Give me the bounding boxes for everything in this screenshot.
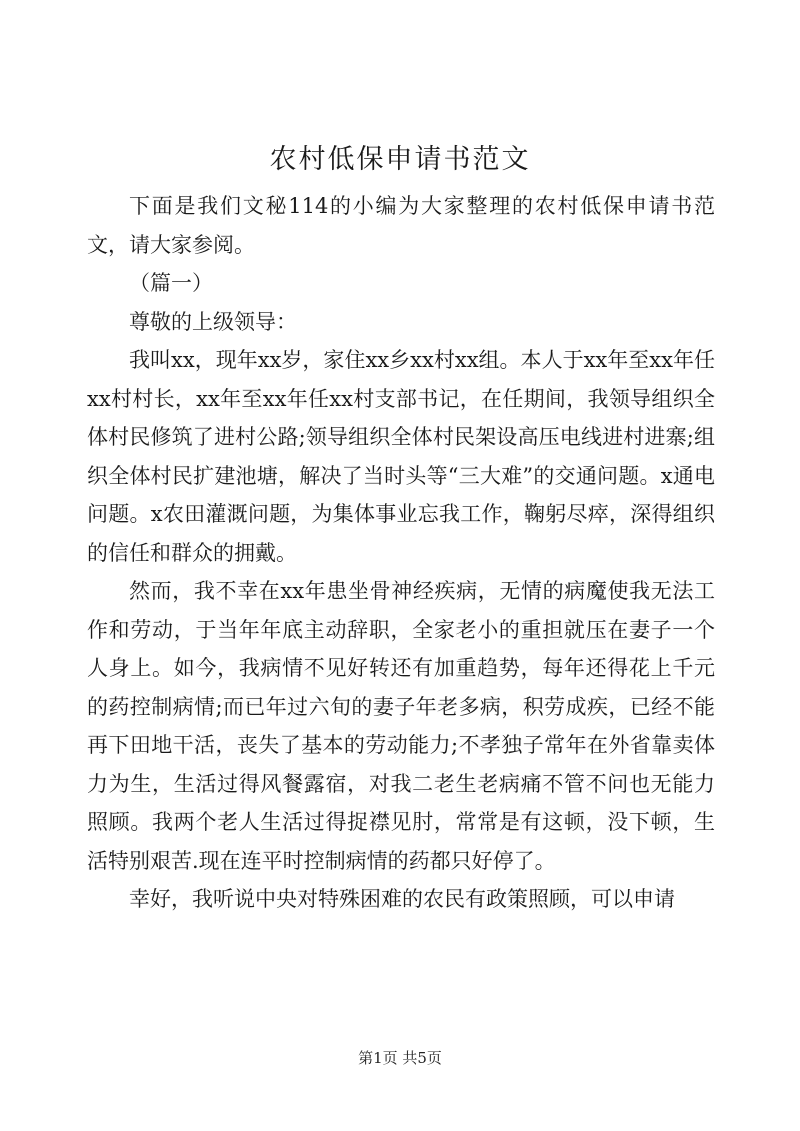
page-number-footer: 第1页 共5页 (358, 1049, 442, 1067)
document-body (87, 187, 715, 919)
intro-paragraph: 下面是我们文秘114的小编为大家整理的农村低保申请书范文，请大家参阅。 (87, 194, 715, 257)
section-label: （篇一） (129, 271, 213, 295)
salutation: 尊敬的上级领导： (129, 309, 297, 334)
body-paragraph: 幸好，我听说中央对特殊困难的农民有政策照顾，可以申请 (129, 887, 675, 911)
document-title: 农村低保申请书范文 (269, 144, 531, 175)
body-paragraph: 我叫xx，现年xx岁，家住xx乡xx村xx组。本人于xx年至xx年任xx村村长，xx年至xx年任xx村支部书记，在任期间，我领导组织全体村民修筑了进村公路;领导组织全体村民架设高压电线进村进寨;组织全体村民扩建池塘，解决了当时头等“三大难”的交通问题。x通电问题。x农田灌溉问题，为集体事业忘我工作，鞠躬尽瘁，深得组织的信任和群众的拥戴。 (87, 348, 715, 565)
body-paragraph: 然而，我不幸在xx年患坐骨神经疾病，无情的病魔使我无法工作和劳动，于当年年底主动辞职，全家老小的重担就压在妻子一个人身上。如今，我病情不见好转还有加重趋势，每年还得花上千元的药控制病情;而已年过六旬的妻子年老多病，积劳成疾，已经不能再下田地干活，丧失了基本的劳动能力;不孝独子常年在外省靠卖体力为生，生活过得风餐露宿，对我二老生老病痛不管不问也无能力照顾。我两个老人生活过得捉襟见肘，常常是有这顿，没下顿，生活特别艰苦.现在连平时控制病情的药都只好停了。 (87, 579, 715, 873)
